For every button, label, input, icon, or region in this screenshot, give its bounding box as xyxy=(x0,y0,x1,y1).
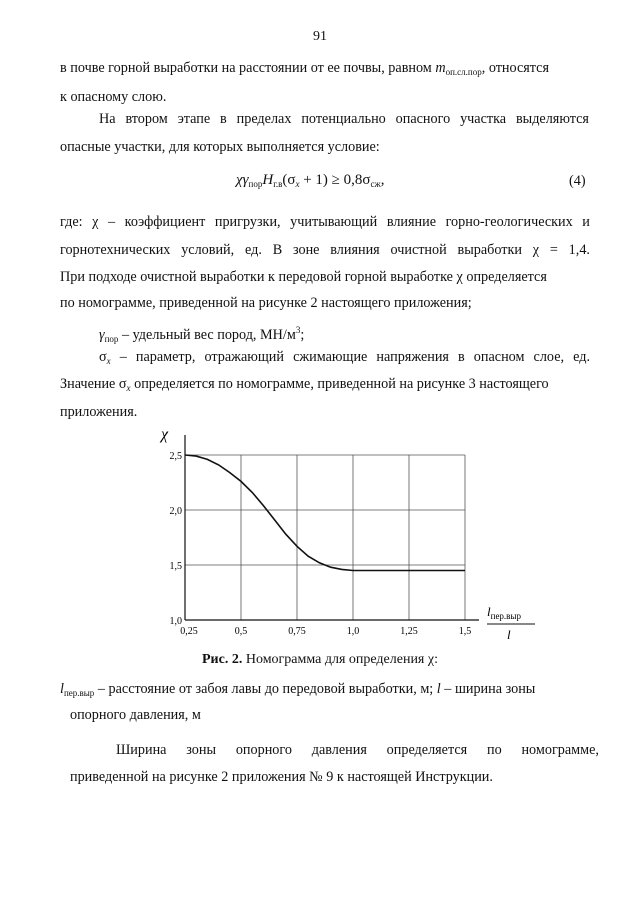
l-symbol-2: l xyxy=(436,681,441,697)
formula-rest: + 1) ≥ 0,8σ xyxy=(299,172,371,188)
sigma-symbol: σ xyxy=(99,349,107,365)
para2-line2: опасные участки, для которых выполняется условие: xyxy=(60,139,380,155)
word: этапе xyxy=(177,111,211,127)
word: влияния xyxy=(330,242,380,258)
word: Ширина xyxy=(116,742,167,758)
sigma-line2-rest: определяется по номограмме, приведенной на рисунке 3 настоящего xyxy=(130,376,549,392)
x-tick-label: 1,25 xyxy=(400,626,418,637)
figure-caption-label: Рис. 2. xyxy=(202,652,243,667)
word: очистной xyxy=(390,242,447,258)
word: 1,4. xyxy=(568,242,590,258)
word: опасном xyxy=(473,349,525,365)
word: На xyxy=(99,111,116,127)
word: в xyxy=(458,349,465,365)
word: χ xyxy=(532,242,540,258)
formula-H-sub: г.в xyxy=(273,179,283,189)
formula-x-sub: x xyxy=(295,179,300,189)
para2-line1 xyxy=(99,110,589,128)
chart-grid xyxy=(185,455,465,620)
sigma-line2-text: Значение σ xyxy=(60,376,127,392)
def-chi-line1 xyxy=(60,213,590,231)
gamma-end: ; xyxy=(300,327,305,343)
formula-chi-gamma: χγ xyxy=(236,172,249,188)
def-sigma-line3: приложения. xyxy=(60,404,138,420)
figure-caption xyxy=(0,652,640,668)
nomogram-chart xyxy=(140,420,540,650)
y-tick-label: 1,0 xyxy=(169,616,182,627)
word: учитывающий xyxy=(290,214,378,230)
word: напряжения xyxy=(376,349,449,365)
def-chi-line2 xyxy=(60,241,590,259)
para3-line2: приведенной на рисунке 2 приложения № 9 к настоящей Инструкции. xyxy=(70,769,493,785)
word: потенциально xyxy=(301,111,386,127)
word: по xyxy=(486,742,502,758)
legend-note-line1 xyxy=(60,680,535,702)
legend-note-line2: опорного давления, м xyxy=(70,707,201,723)
formula-sigma: (σ xyxy=(282,172,296,188)
formula-end: , xyxy=(380,172,385,188)
word: участка xyxy=(460,111,507,127)
word: давления xyxy=(311,742,367,758)
sigma-line2-sub: x xyxy=(126,383,131,393)
word: номограмме, xyxy=(521,742,599,758)
formula-number: (4) xyxy=(569,173,586,189)
legend-text: – расстояние от забоя лавы до передовой выработки, м; xyxy=(94,681,437,697)
word: зоне xyxy=(292,242,320,258)
chart-series xyxy=(185,455,465,571)
def-sigma-line2 xyxy=(60,375,549,397)
word: коэффициент xyxy=(124,214,206,230)
word: = xyxy=(549,242,558,258)
para1-line2: к опасному слою. xyxy=(60,89,167,105)
legend-text-end: – ширина зоны xyxy=(440,681,536,697)
para1-line1-text: в почве горной выработки на расстоянии от ее почвы, равном xyxy=(60,60,436,76)
formula-H: H xyxy=(262,172,274,188)
para1-line1-end: , относятся xyxy=(481,60,549,76)
page-number: 91 xyxy=(313,29,327,44)
word: сжимающие xyxy=(293,349,368,365)
chart-axes xyxy=(185,435,479,620)
word: выделяются xyxy=(515,111,589,127)
word: втором xyxy=(125,111,168,127)
x-tick-label: 0,25 xyxy=(180,626,198,637)
word: определяется xyxy=(386,742,468,758)
y-tick-label: 2,0 xyxy=(169,506,182,517)
word: в xyxy=(220,111,227,127)
y-axis-label: χ xyxy=(161,426,169,443)
gamma-text: – удельный вес пород, МН/м xyxy=(118,327,296,343)
word: слое, xyxy=(533,349,565,365)
word: горнотехнических xyxy=(60,242,171,258)
word xyxy=(99,348,111,370)
figure-caption-text: Номограмма для определения χ: xyxy=(242,652,438,667)
m-subscript: оп.сл.пор xyxy=(445,67,482,77)
word: χ xyxy=(92,214,99,230)
word: опорного xyxy=(235,742,292,758)
word: где: xyxy=(60,214,83,230)
word: – xyxy=(119,349,127,365)
x-tick-label: 0,75 xyxy=(288,626,306,637)
x-axis-label-denominator: l xyxy=(507,627,511,642)
para1-line1 xyxy=(60,59,549,81)
word: влияние xyxy=(386,214,437,230)
x-tick-label: 1,5 xyxy=(458,626,472,637)
word: В xyxy=(272,242,283,258)
gamma-symbol: γ xyxy=(99,327,105,343)
formula-gamma-sub: пор xyxy=(248,179,263,189)
word: выработки xyxy=(457,242,522,258)
word: отражающий xyxy=(204,349,284,365)
word: горно-геологических xyxy=(445,214,573,230)
x-label-sub: пер.выр xyxy=(490,611,521,621)
word: пределах xyxy=(236,111,292,127)
x-tick-label: 1,0 xyxy=(346,626,360,637)
x-tick-label: 0,5 xyxy=(234,626,248,637)
para3-line1 xyxy=(116,741,599,759)
def-chi-line3: При подходе очистной выработки к передовой горной выработке χ определяется xyxy=(60,269,547,285)
def-gamma xyxy=(99,321,304,348)
gamma-sup: 3 xyxy=(295,325,301,335)
x-label-l: l xyxy=(487,604,491,619)
chi-curve xyxy=(185,455,465,571)
word: и xyxy=(582,214,590,230)
word: зоны xyxy=(186,742,217,758)
x-axis-label-numerator xyxy=(487,604,521,621)
y-tick-label: 1,5 xyxy=(169,561,182,572)
l-subscript: пер.выр xyxy=(63,688,95,698)
chart-ticks xyxy=(170,451,472,637)
word: – xyxy=(108,214,116,230)
word: условий, xyxy=(181,242,235,258)
sigma-x-sub: x xyxy=(106,356,111,366)
y-tick-label: 2,5 xyxy=(169,451,182,462)
formula-4 xyxy=(236,172,384,189)
word: параметр, xyxy=(135,349,196,365)
word: опасного xyxy=(395,111,451,127)
word: пригрузки, xyxy=(214,214,281,230)
l-symbol: l xyxy=(60,681,64,697)
formula-sigma-sub: сж xyxy=(370,179,381,189)
def-sigma-line1 xyxy=(99,348,590,370)
gamma-sub: пор xyxy=(104,334,119,344)
word: ед. xyxy=(245,242,262,258)
word: ед. xyxy=(573,349,590,365)
def-chi-line4: по номограмме, приведенной на рисунке 2 настоящего приложения; xyxy=(60,295,472,311)
m-symbol: m xyxy=(435,60,446,76)
